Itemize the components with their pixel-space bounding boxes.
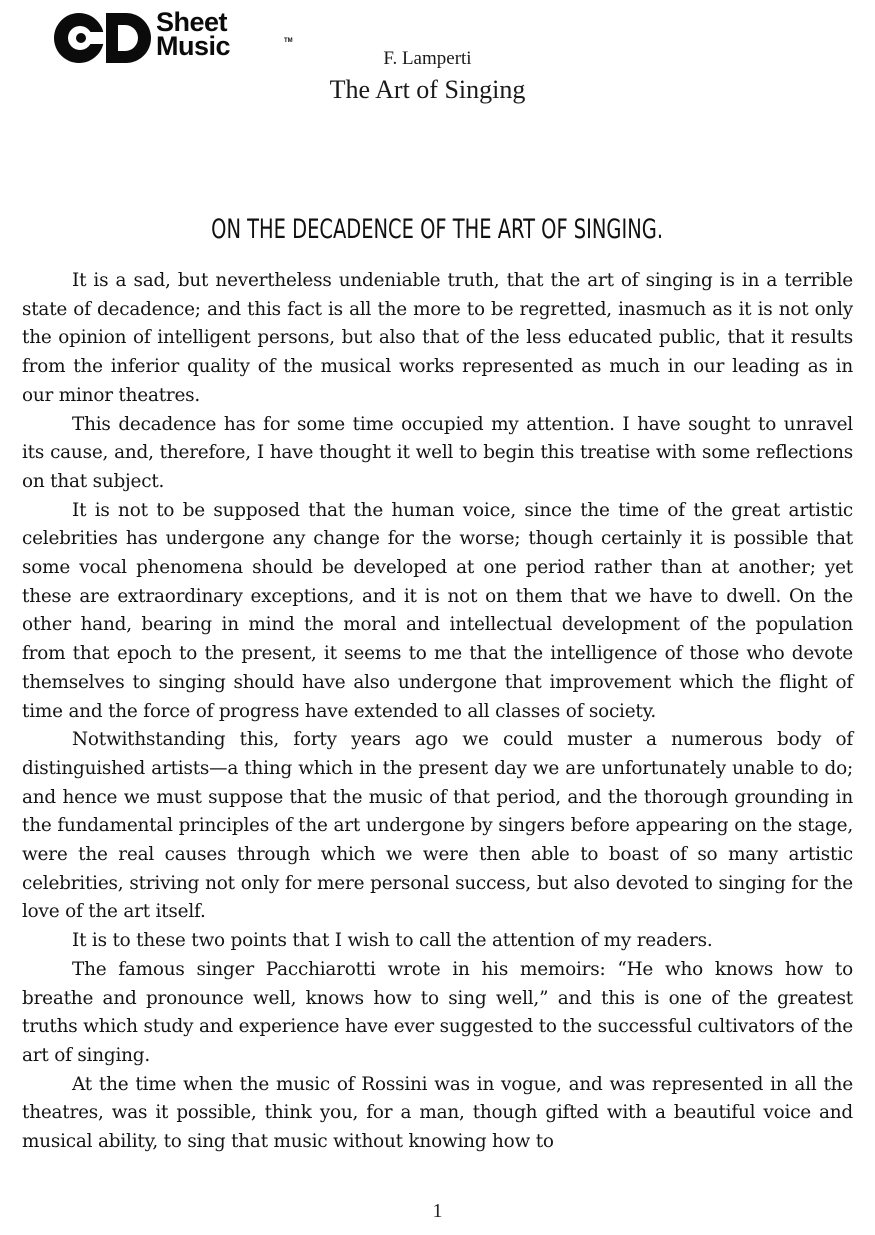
paragraph: It is to these two points that I wish to call the attention of my readers. — [72, 930, 713, 952]
paragraph: Notwithstanding this, forty years ago we could muster a numerous body of distinguished artists—a thing which in the present day we are unfortunately unable to do; and hence we must suppose that the music of that period, and the thorough grounding in the fundamental principles of the art undergone by singers before appearing on the stage, were the real causes through which we were then able to boast of so many artistic celebrities, striving not only for mere personal success, but also devoted to singing for the love of the art itself. — [22, 729, 853, 923]
chapter-body — [22, 267, 853, 1157]
paragraph: At the time when the music of Rossini was in vogue, and was represented in all the theatres, was it possible, think you, for a man, though gifted with a beautiful voice and musical ability, to sing that music without knowing how to — [22, 1073, 853, 1153]
paragraph: This decadence has for some time occupied my attention. I have sought to unravel its cause, and, therefore, I have thought it well to begin this treatise with some reflections on that subject. — [22, 413, 853, 492]
logo-word-sheet: Sheet — [156, 7, 228, 37]
page-number: 1 — [432, 1200, 443, 1222]
book-title: The Art of Singing — [329, 75, 526, 104]
logo-word-music: Music — [156, 31, 231, 61]
paragraph: The famous singer Pacchiarotti wrote in his memoirs: “He who knows how to breathe and pronounce well, knows how to sing well,” and this is one of the greatest truths which study and experience have ever suggested to the successful cultivators of the art of singing. — [22, 958, 853, 1066]
paragraph: It is not to be supposed that the human voice, since the time of the great artistic celebrities has undergone any change for the worse; though certainly it is possible that some vocal phenomena should be developed at one period rather than at another; yet these are extraordinary exceptions, and it is not on them that we have to dwell. On the other hand, bearing in mind the moral and intellectual development of the population from that epoch to the present, it seems to me that the intelligence of those who devote themselves to singing should have also undergone that improvement which the flight of time and the force of progress have extended to all classes of society. — [22, 499, 853, 722]
author-name: F. Lamperti — [383, 48, 472, 69]
paragraph: It is a sad, but nevertheless undeniable truth, that the art of singing is in a terrible state of decadence; and this fact is all the more to be regretted, inasmuch as it is not only the opinion of intelligent persons, but also that of the less educated public, that it results from the inferior quality of the musical works represented as much in our leading as in our minor theatres. — [22, 270, 853, 406]
chapter-heading: ON THE DECADENCE OF THE ART OF SINGING. — [211, 214, 664, 245]
logo-trademark: TM — [284, 38, 293, 44]
